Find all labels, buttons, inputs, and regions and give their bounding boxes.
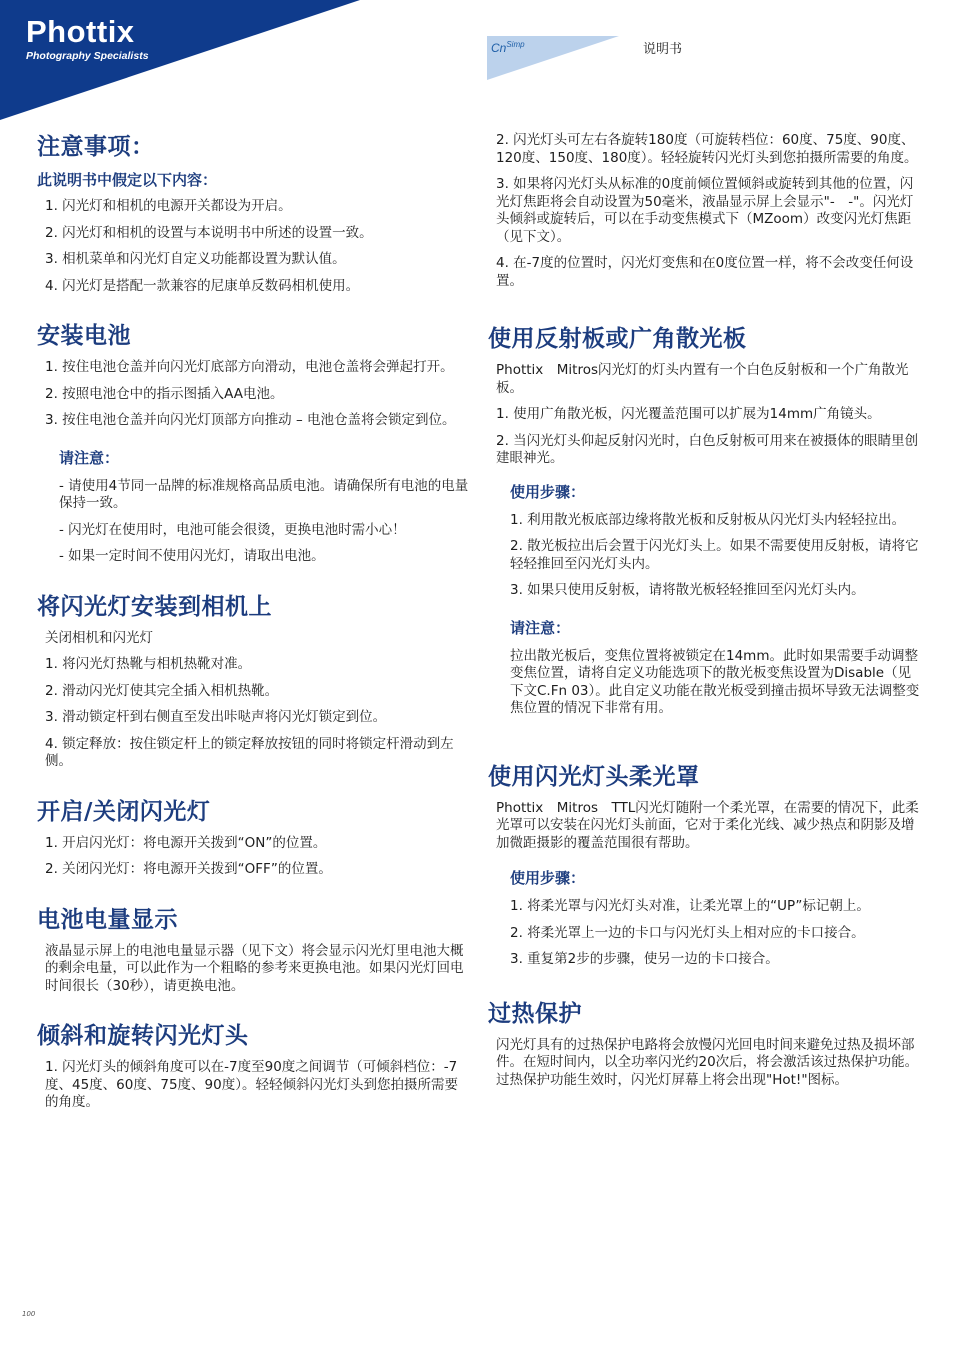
list-item: Phottix Mitros闪光灯的灯头内置有一个白色反射板和一个广角散光板。 (496, 362, 909, 396)
note-title: 请注意： (59, 448, 120, 467)
paragraph: 闪光灯具有的过热保护电路将会放慢闪光回电时间来避免过热及损坏部件。在短时间内，以全功率闪光约20次后，将会激活该过热保护功能。过热保护功能生效时，闪光灯屏幕上将会出现"Hot!"图标。 (496, 1036, 919, 1088)
step-item: 3. 重复第2步的步骤，使另一边的卡口接合。 (510, 951, 779, 967)
section-subtitle: 此说明书中假定以下内容： (37, 171, 218, 189)
section-precautions (37, 132, 469, 295)
list-item: 4. 在-7度的位置时，闪光灯变焦和在0度位置一样，将不会改变任何设置。 (496, 255, 914, 289)
step-item: 1. 利用散光板底部边缘将散光板和反射板从闪光灯头内轻轻拉出。 (510, 511, 906, 528)
language-code-sup: Simp (506, 40, 525, 49)
manual-label: 说明书 (643, 42, 683, 57)
section-tilt-rotate-continued (488, 132, 920, 290)
section-overheat (488, 999, 920, 1090)
list-item: 1. 将闪光灯热靴与相机热靴对准。 (45, 656, 252, 672)
steps-title: 使用步骤： (510, 482, 586, 501)
list-item: 2. 闪光灯头可左右各旋转180度（可旋转档位：60度、75度、90度、120度、150度、180度）。轻轻旋转闪光灯头到您拍摄所需要的角度。 (496, 132, 918, 166)
note-item: - 如果一定时间不使用闪光灯，请取出电池。 (59, 548, 325, 564)
section-title: 注意事项： (37, 134, 155, 160)
note-title: 请注意： (510, 618, 571, 637)
note-item: - 闪光灯在使用时，电池可能会很烫，更换电池时需小心！ (59, 521, 406, 538)
list-item: 3. 滑动锁定杆到右侧直至发出咔哒声将闪光灯锁定到位。 (45, 709, 387, 725)
paragraph: 1. 闪光灯头的倾斜角度可以在-7度至90度之间调节（可倾斜档位：-7度、45度、60度、75度、90度）。轻轻倾斜闪光灯头到您拍摄所需要的角度。 (45, 1059, 458, 1110)
list-item: 2. 当闪光灯头仰起反射闪光时，白色反射板可用来在被摄体的眼睛里创建眼神光。 (496, 432, 919, 466)
section-tilt-rotate (37, 1021, 469, 1112)
list-item: 1. 开启闪光灯：将电源开关拨到“ON”的位置。 (45, 834, 327, 851)
list-item: 关闭相机和闪光灯 (45, 629, 153, 646)
section-title: 电池电量显示 (37, 906, 178, 933)
list-item: 3. 按住电池仓盖并向闪光灯顶部方向推动 – 电池仓盖将会锁定到位。 (45, 412, 456, 428)
brand-tagline: Photography Specialists (26, 50, 149, 62)
section-title: 使用闪光灯头柔光罩 (488, 763, 700, 790)
step-item: 2. 散光板拉出后会置于闪光灯头上。如果不需要使用反射板，请将它轻轻推回至闪光灯头内。 (510, 538, 919, 572)
language-code-text: Cn (491, 41, 507, 55)
brand-logo (26, 16, 149, 62)
section-battery-level (37, 905, 469, 996)
list-item: 3. 如果将闪光灯头从标准的0度前倾位置倾斜或旋转到其他的位置，闪光灯焦距将会自动设置为50毫米，液晶显示屏上会显示"- -"。闪光灯头倾斜或旋转后，可以在手动变焦模式下（MZoom）改变闪光灯焦距（见下文）。 (496, 176, 914, 245)
note-item: - 请使用4节同一品牌的标准规格高品质电池。请确保所有电池的电量保持一致。 (59, 477, 469, 511)
paragraph: 液晶显示屏上的电池电量显示器（见下文）将会显示闪光灯里电池大概的剩余电量，可以此作为一个粗略的参考来更换电池。如果闪光灯回电时间很长（30秒），请更换电池。 (45, 942, 464, 994)
section-reflector-diffuser (488, 324, 920, 718)
section-title: 将闪光灯安装到相机上 (37, 593, 272, 620)
list-item: 4. 闪光灯是搭配一款兼容的尼康单反数码相机使用。 (45, 277, 360, 294)
list-item: 3. 相机菜单和闪光灯自定义功能都设置为默认值。 (45, 251, 346, 267)
list-item: 1. 按住电池仓盖并向闪光灯底部方向滑动，电池仓盖将会弹起打开。 (45, 359, 454, 375)
step-item: 3. 如果只使用反射板，请将散光板轻轻推回至闪光灯头内。 (510, 582, 865, 598)
left-column (37, 132, 469, 1138)
language-code (491, 40, 525, 55)
paragraph: Phottix Mitros TTL闪光灯随附一个柔光罩，在需要的情况下，此柔光罩可以安装在闪光灯头前面，它对于柔化光线、减少热点和阴影及增加微距摄影的覆盖范围很有帮助。 (496, 799, 919, 851)
section-title: 安装电池 (37, 323, 131, 349)
section-power (37, 797, 469, 879)
list-item: 2. 闪光灯和相机的设置与本说明书中所述的设置一致。 (45, 224, 373, 241)
list-item: 4. 锁定释放：按住锁定杆上的锁定释放按钮的同时将锁定杆滑动到左侧。 (45, 735, 454, 769)
list-item: 2. 按照电池仓中的指示图插入AA电池。 (45, 385, 284, 402)
steps-title: 使用步骤： (510, 869, 586, 887)
brand-name: Phottix (26, 14, 135, 49)
section-title: 倾斜和旋转闪光灯头 (37, 1023, 249, 1049)
step-item: 2. 将柔光罩上一边的卡口与闪光灯头上相对应的卡口接合。 (510, 924, 865, 941)
list-item: 1. 使用广角散光板，闪光覆盖范围可以扩展为14mm广角镜头。 (496, 406, 881, 422)
list-item: 2. 滑动闪光灯使其完全插入相机热靴。 (45, 682, 279, 699)
section-mount-flash (37, 592, 469, 771)
section-title: 过热保护 (488, 1000, 582, 1027)
section-install-battery (37, 321, 469, 566)
right-column (488, 132, 920, 1115)
section-title: 开启/关闭闪光灯 (37, 798, 211, 825)
section-title: 使用反射板或广角散光板 (488, 326, 747, 352)
list-item: 1. 闪光灯和相机的电源开关都设为开启。 (45, 198, 292, 214)
list-item: 2. 关闭闪光灯：将电源开关拨到“OFF”的位置。 (45, 861, 332, 877)
step-item: 1. 将柔光罩与闪光灯头对准，让柔光罩上的“UP”标记朝上。 (510, 898, 870, 914)
section-soft-cover (488, 762, 920, 969)
note-paragraph: 拉出散光板后，变焦位置将被锁定在14mm。此时如果需要手动调整变焦位置，请将自定义功能选项下的散光板变焦设置为Disable（见下文C.Fn 03）。此自定义功能在散光板受到撞击损坏导致无法调整变焦位置的情况下非常有用。 (510, 647, 920, 716)
page-number: 100 (22, 1310, 36, 1318)
